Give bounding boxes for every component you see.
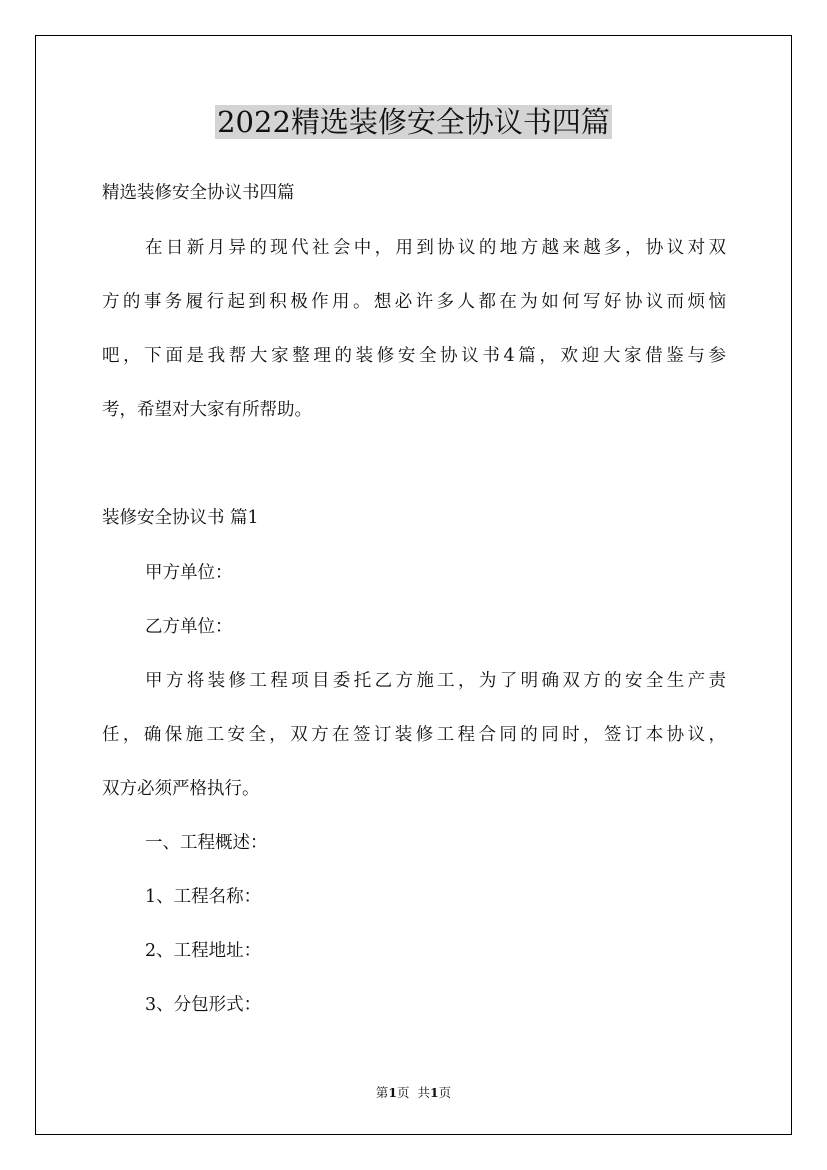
list-item: 2、工程地址： [145,941,262,961]
page-suffix: 页 [438,1085,452,1100]
intro-line-2: 方的事务履行起到积极作用。想必许多人都在为如何写好协议而烦恼 [102,292,726,312]
intro-line-3: 吧，下面是我帮大家整理的装修安全协议书4篇，欢迎大家借鉴与参 [102,346,726,366]
list-item: 1、工程名称： [145,887,262,907]
intro-line-1: 在日新月异的现代社会中，用到协议的地方越来越多，协议对双 [145,238,726,258]
page-prefix: 第 [375,1085,389,1100]
intro-line-4: 考，希望对大家有所帮助。 [102,400,312,420]
agreement-line-3: 双方必须严格执行。 [102,779,260,799]
page-total: 1 [429,1085,439,1100]
page-mid: 页 共 [397,1085,430,1100]
list-item: 3、分包形式： [145,995,262,1015]
agreement-line-2: 任，确保施工安全，双方在签订装修工程合同的同时，签订本协议， [102,725,726,745]
document-title [0,102,827,142]
overview-heading: 一、工程概述： [145,833,268,853]
page-number: 1 [388,1085,398,1100]
document-subtitle: 精选装修安全协议书四篇 [102,183,295,203]
page-footer [0,1084,827,1102]
party-a-label: 甲方单位： [145,563,233,583]
section-heading: 装修安全协议书 篇1 [102,508,259,528]
document-title-text: 2022精选装修安全协议书四篇 [217,105,610,139]
party-b-label: 乙方单位： [145,617,233,637]
agreement-line-1: 甲方将装修工程项目委托乙方施工，为了明确双方的安全生产责 [145,671,726,691]
